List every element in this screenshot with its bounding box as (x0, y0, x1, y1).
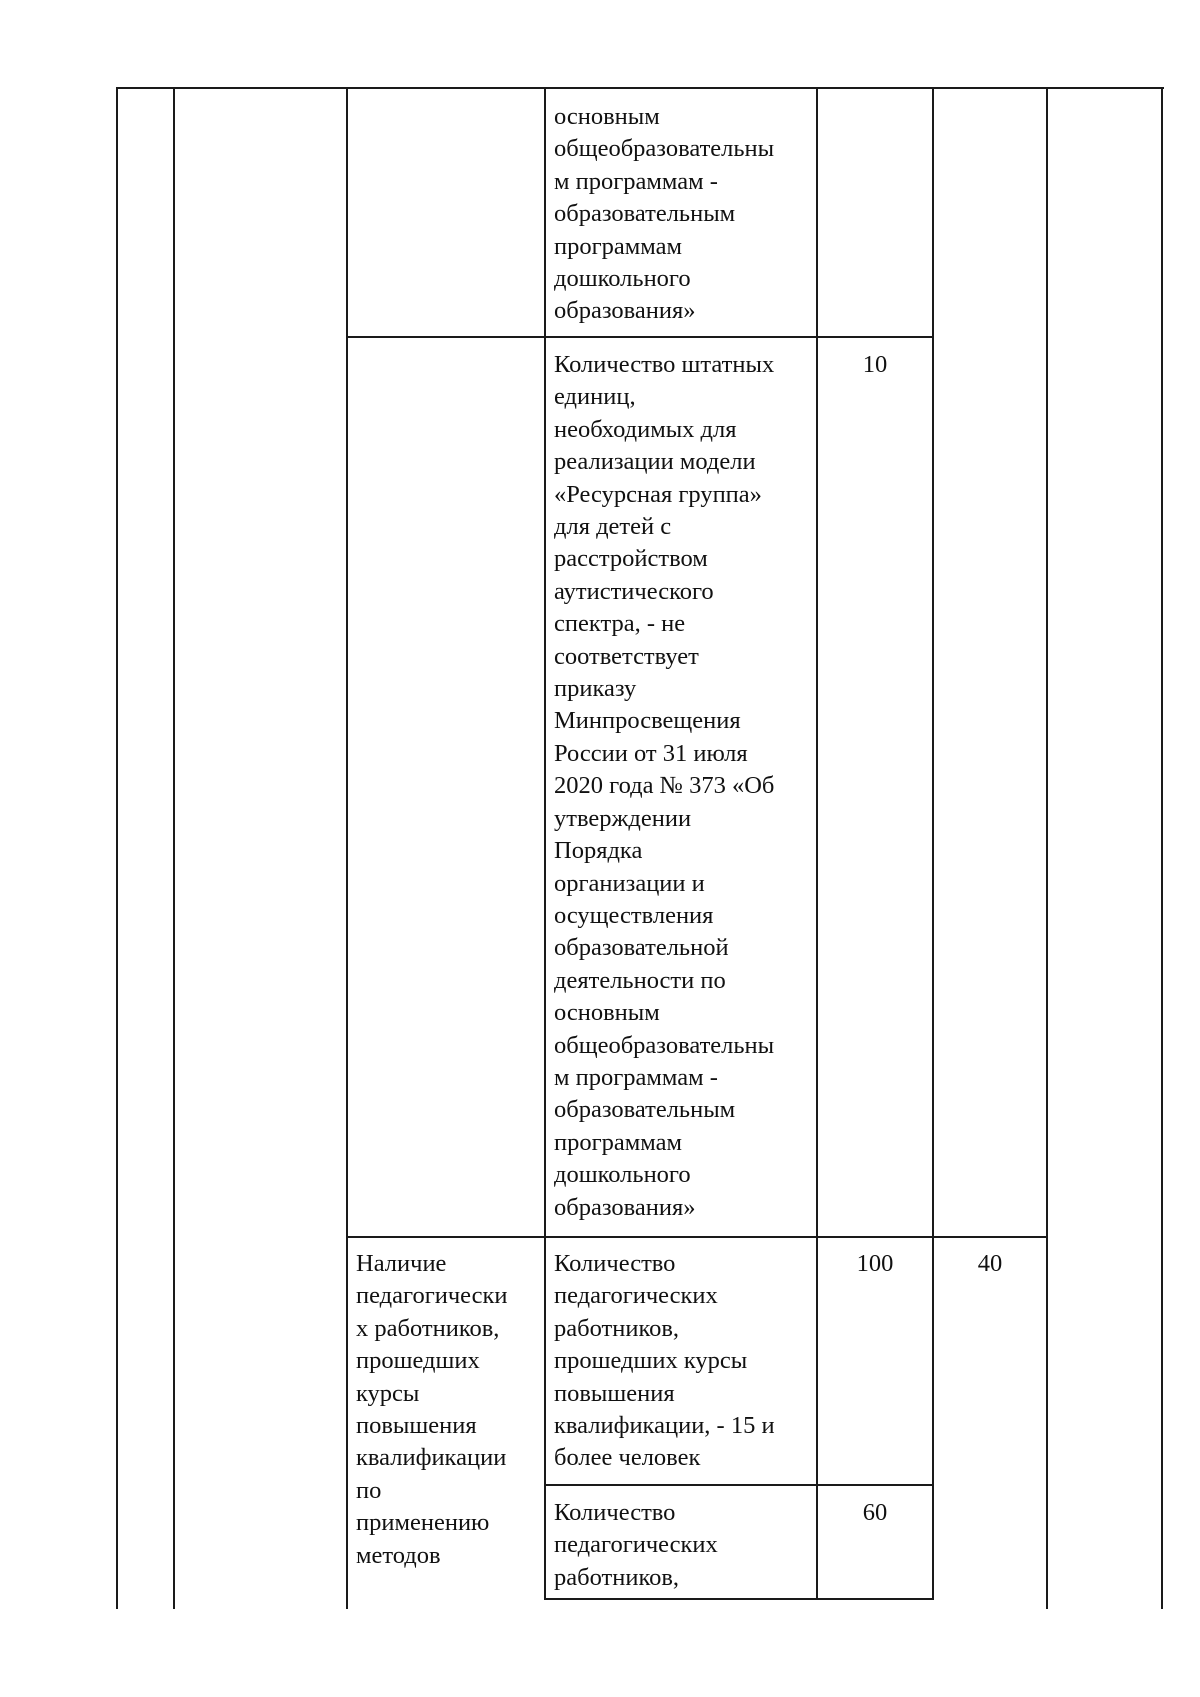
indicator-text: Наличие педагогически х работников, прошедших курсы повышения квалификации по применению методов (356, 1250, 508, 1569)
column-divider (932, 87, 934, 1599)
score-value: 100 (856, 1250, 894, 1277)
table-border-right (1161, 87, 1163, 1609)
column-divider (1046, 87, 1048, 1609)
column-divider (346, 87, 348, 1609)
criterion-text: Количество педагогических работников, (554, 1499, 718, 1591)
score-value: 10 (862, 351, 888, 378)
row-divider (544, 1598, 934, 1600)
max-score-value: 40 (977, 1250, 1003, 1277)
row-divider (346, 1236, 1048, 1238)
table-border-left (116, 87, 118, 1609)
score-value: 60 (862, 1499, 888, 1526)
row-divider (346, 336, 934, 338)
criterion-text: Количество педагогических работников, прошедших курсы повышения квалификации, - 15 и более человек (554, 1250, 775, 1472)
criterion-text: Количество штатных единиц, необходимых для реализации модели «Ресурсная группа» для детей с расстройством аутистического спектра, - не соответствует приказу Минпросвещения России от 31 июля 2020 года № 373 «Об утверждении Порядка организации и осуществления образовательной деятельности по основным общеобразовательны м программам - образовательным программам дошкольного образования» (554, 351, 775, 1221)
column-divider (816, 87, 818, 1599)
column-divider (544, 87, 546, 1599)
row-divider (544, 1484, 934, 1486)
column-divider (173, 87, 175, 1609)
table-border-top (116, 87, 1164, 89)
criterion-text: основным общеобразовательны м программам - образовательным программам дошкольного образования» (554, 103, 775, 325)
